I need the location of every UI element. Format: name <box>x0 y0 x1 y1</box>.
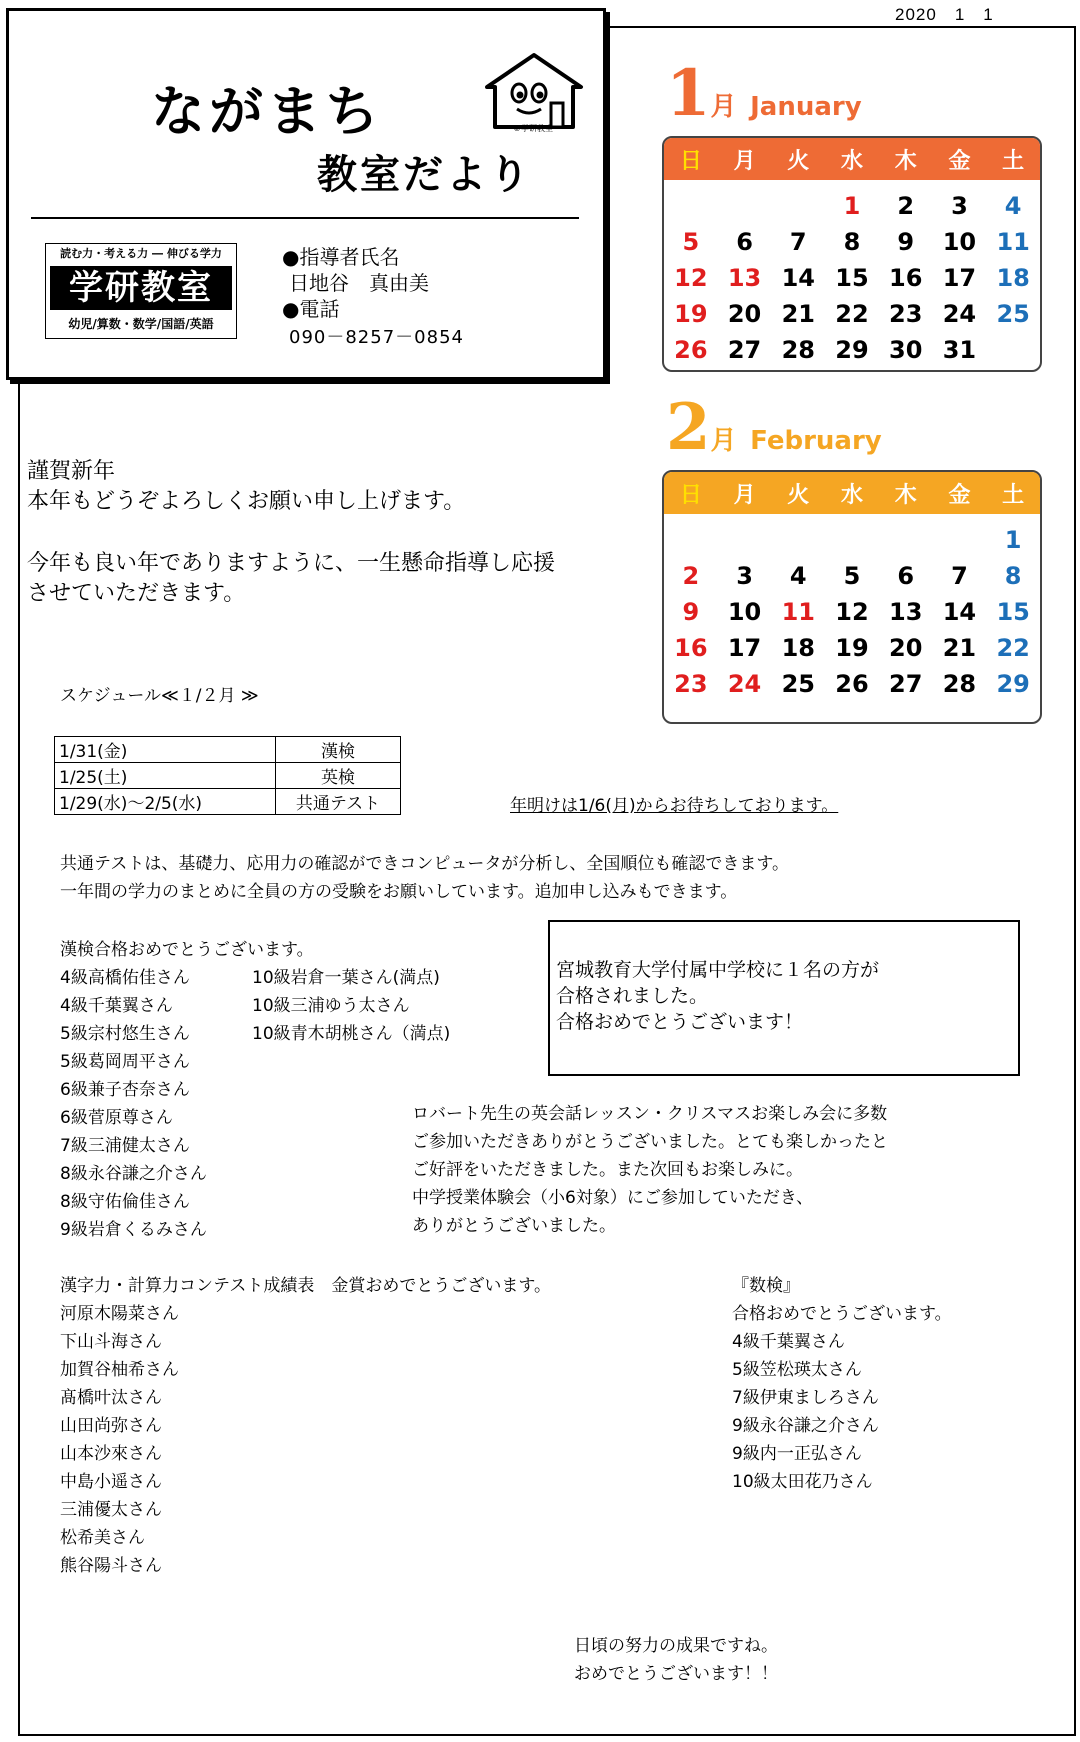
calendar-day: 17 <box>727 634 762 662</box>
calendar-day: 16 <box>889 264 923 292</box>
weekday-3: 水 <box>841 482 864 508</box>
february-number: 2 <box>666 390 711 465</box>
calendar-day: 1 <box>1004 526 1022 554</box>
list-item: 4級高橋佑佳さん <box>60 968 190 988</box>
january-weekday-header <box>664 138 1040 180</box>
calendar-day: 6 <box>897 562 915 590</box>
calendar-day: 26 <box>674 336 708 364</box>
calendar-day: 5 <box>843 562 861 590</box>
weekday-2: 火 <box>787 482 810 508</box>
schedule-table <box>54 736 401 815</box>
list-item: 8級永谷謙之介さん <box>60 1164 207 1184</box>
weekday-6: 土 <box>1002 482 1025 508</box>
weekday-4: 木 <box>894 148 917 174</box>
calendar-day: 2 <box>897 192 915 220</box>
calendar-day: 25 <box>996 300 1030 328</box>
calendar-day: 26 <box>835 670 869 698</box>
calendar-day: 10 <box>727 598 762 626</box>
weekday-1: 月 <box>733 148 756 174</box>
calendar-day: 10 <box>942 228 977 256</box>
january-calendar <box>662 136 1042 372</box>
calendar-day: 4 <box>1004 192 1022 220</box>
house-mascot-icon <box>479 51 589 139</box>
calendar-day: 18 <box>781 634 815 662</box>
list-item: 髙橋叶汰さん <box>60 1388 162 1408</box>
list-item: 10級青木胡桃さん（満点) <box>252 1024 451 1044</box>
logo-main-text: 学研教室 <box>50 266 232 310</box>
calendar-day: 13 <box>727 264 762 292</box>
suken-title: 『数検』 <box>732 1276 800 1296</box>
calendar-day: 14 <box>942 598 977 626</box>
closing-line2: おめでとうございます！！ <box>574 1664 778 1684</box>
calendar-blank <box>664 188 718 224</box>
instructor-name: 日地谷 真由美 <box>289 271 429 295</box>
list-item: 5級宗村悠生さん <box>60 1024 190 1044</box>
schedule-event: 共通テスト <box>276 789 401 815</box>
list-item: 8級守佑倫佳さん <box>60 1192 190 1212</box>
calendar-day: 7 <box>789 228 807 256</box>
header-box <box>6 8 606 380</box>
calendar-day: 31 <box>942 336 977 364</box>
calendar-blank <box>771 188 825 224</box>
calendar-day: 18 <box>996 264 1030 292</box>
february-weekday-header <box>664 472 1040 514</box>
calendar-day: 7 <box>951 562 968 590</box>
list-item: 6級菅原尊さん <box>60 1108 173 1128</box>
contest-title: 漢字力・計算力コンテスト成績表 金賞おめでとうございます。 <box>60 1276 551 1296</box>
calendar-day: 4 <box>789 562 807 590</box>
calendar-day: 24 <box>727 670 762 698</box>
weekday-2: 火 <box>787 148 810 174</box>
weekday-5: 金 <box>948 482 971 508</box>
calendar-day: 29 <box>835 336 869 364</box>
list-item: 4級千葉翼さん <box>60 996 173 1016</box>
schedule-date: 1/25(土) <box>55 763 276 789</box>
calendar-day: 15 <box>996 598 1030 626</box>
january-days-grid <box>664 180 1040 368</box>
list-item: 6級兼子杏奈さん <box>60 1080 190 1100</box>
list-item: 10級三浦ゆう太さん <box>252 996 410 1016</box>
calendar-day: 11 <box>781 598 815 626</box>
calendar-day: 20 <box>889 634 923 662</box>
event-note-line4: 中学授業体験会（小6対象）にご参加していただき、 <box>412 1188 814 1208</box>
calendar-day: 27 <box>727 336 762 364</box>
calendar-day: 22 <box>996 634 1030 662</box>
greeting-line4: させていただきます。 <box>27 581 246 606</box>
greeting-line2: 本年もどうぞよろしくお願い申し上げます。 <box>27 489 466 514</box>
event-note-line1: ロバート先生の英会話レッスン・クリスマスお楽しみ会に多数 <box>412 1104 888 1124</box>
title-line1: ながまち <box>151 80 383 143</box>
calendar-day: 9 <box>682 598 700 626</box>
header-divider <box>31 217 579 219</box>
event-note-line5: ありがとうございました。 <box>412 1216 616 1236</box>
box-line3: 合格おめでとうございます！ <box>556 1011 804 1033</box>
calendar-day: 5 <box>682 228 700 256</box>
table-row <box>55 737 401 763</box>
calendar-blank <box>933 522 987 558</box>
calendar-blank <box>718 522 772 558</box>
calendar-blank <box>825 522 879 558</box>
greeting-line3: 今年も良い年でありますように、一生懸命指導し応援 <box>27 551 556 576</box>
list-item: 加賀谷柚希さん <box>60 1360 179 1380</box>
list-item: 山本沙來さん <box>60 1444 162 1464</box>
calendar-day: 14 <box>781 264 815 292</box>
common-test-line1: 共通テストは、基礎力、応用力の確認ができコンピュータが分析し、全国順位も確認できます。 <box>60 854 789 874</box>
calendar-blank <box>771 522 825 558</box>
calendar-day: 19 <box>835 634 869 662</box>
january-number: 1 <box>666 56 711 131</box>
kanken-list-2 <box>252 964 450 1048</box>
calendar-day: 13 <box>889 598 923 626</box>
house-copyright: ©学研教室 <box>513 124 553 133</box>
table-row <box>55 763 401 789</box>
february-english: February <box>750 426 882 456</box>
list-item: 下山斗海さん <box>60 1332 162 1352</box>
list-item: 10級岩倉一葉さん(満点) <box>252 968 440 988</box>
list-item: 9級内一正弘さん <box>732 1444 862 1464</box>
calendar-day: 22 <box>835 300 869 328</box>
box-line2: 合格されました。 <box>556 985 709 1007</box>
common-test-line2: 一年間の学力のまとめに全員の方の受験をお願いしています。追加申し込みもできます。 <box>60 882 738 902</box>
calendar-day: 29 <box>996 670 1030 698</box>
event-note-line3: ご好評をいただきました。また次回もお楽しみに。 <box>412 1160 803 1180</box>
weekday-5: 金 <box>948 148 971 174</box>
logo-subjects: 幼児/算数・数学/国語/英語 <box>68 317 214 331</box>
suken-subtitle: 合格おめでとうございます。 <box>732 1304 952 1324</box>
weekday-6: 土 <box>1002 148 1025 174</box>
weekday-0: 日 <box>679 148 702 174</box>
calendar-day: 28 <box>942 670 977 698</box>
instructor-label: ●指導者氏名 <box>282 245 400 269</box>
list-item: 7級伊東ましろさん <box>732 1388 879 1408</box>
box-line1: 宮城教育大学付属中学校に１名の方が <box>556 959 880 981</box>
schedule-notice: 年明けは1/6(月)からお待ちしております。 <box>510 796 839 816</box>
phone-label: ●電話 <box>282 297 340 321</box>
january-kanji: 月 <box>710 92 737 122</box>
weekday-1: 月 <box>733 482 756 508</box>
schedule-date: 1/29(水)～2/5(水) <box>55 789 276 815</box>
calendar-day: 16 <box>674 634 708 662</box>
gakken-logo <box>45 243 237 339</box>
kanken-list-1 <box>60 964 207 1244</box>
calendar-day: 21 <box>781 300 815 328</box>
calendar-day: 19 <box>674 300 708 328</box>
calendar-day: 28 <box>781 336 815 364</box>
calendar-day: 11 <box>996 228 1030 256</box>
calendar-day: 6 <box>736 228 753 256</box>
calendar-day: 2 <box>682 562 700 590</box>
list-item: 5級葛岡周平さん <box>60 1052 190 1072</box>
event-note-line2: ご参加いただきありがとうございました。とても楽しかったと <box>412 1132 888 1152</box>
calendar-day: 15 <box>835 264 869 292</box>
calendar-day: 23 <box>889 300 923 328</box>
calendar-day: 23 <box>674 670 708 698</box>
february-kanji: 月 <box>710 426 737 456</box>
february-title <box>666 390 882 470</box>
calendar-day: 25 <box>781 670 815 698</box>
calendar-day: 27 <box>889 670 923 698</box>
list-item: 三浦優太さん <box>60 1500 162 1520</box>
list-item: 河原木陽菜さん <box>60 1304 179 1324</box>
list-item: 10級太田花乃さん <box>732 1472 873 1492</box>
title-line2: 教室だより <box>317 152 532 198</box>
calendar-blank <box>879 522 933 558</box>
phone-number: 090－8257－0854 <box>289 327 464 348</box>
kanken-title: 漢検合格おめでとうございます。 <box>60 940 314 960</box>
suken-list <box>732 1328 879 1496</box>
weekday-3: 水 <box>841 148 864 174</box>
list-item: 9級永谷謙之介さん <box>732 1416 879 1436</box>
calendar-day: 12 <box>835 598 869 626</box>
calendar-day: 21 <box>942 634 977 662</box>
january-english: January <box>750 92 862 122</box>
calendar-blank <box>718 188 772 224</box>
logo-tagline: 読む力・考える力 ― 伸びる学力 <box>60 247 222 260</box>
list-item: 9級岩倉くるみさん <box>60 1220 207 1240</box>
list-item: 熊谷陽斗さん <box>60 1556 162 1576</box>
calendar-day: 30 <box>889 336 923 364</box>
calendar-day: 9 <box>897 228 915 256</box>
acceptance-box <box>548 920 1020 1076</box>
calendar-day: 17 <box>942 264 977 292</box>
list-item: 中島小遥さん <box>60 1472 162 1492</box>
calendar-day: 8 <box>1004 562 1022 590</box>
calendar-day: 1 <box>843 192 861 220</box>
list-item: 4級千葉翼さん <box>732 1332 845 1352</box>
contest-list <box>60 1300 179 1580</box>
list-item: 松希美さん <box>60 1528 145 1548</box>
february-calendar <box>662 470 1042 724</box>
calendar-day: 24 <box>942 300 977 328</box>
calendar-day: 8 <box>843 228 861 256</box>
weekday-4: 木 <box>894 482 917 508</box>
calendar-day: 3 <box>736 562 753 590</box>
schedule-date: 1/31(金) <box>55 737 276 763</box>
calendar-day: 12 <box>674 264 708 292</box>
calendar-day: 20 <box>727 300 762 328</box>
february-days-grid <box>664 514 1040 702</box>
list-item: 7級三浦健太さん <box>60 1136 190 1156</box>
january-title <box>666 56 862 136</box>
schedule-event: 英検 <box>276 763 401 789</box>
schedule-title: スケジュール≪１/２月 ≫ <box>60 686 259 706</box>
closing-line1: 日頃の努力の成果ですね。 <box>574 1636 778 1656</box>
table-row <box>55 789 401 815</box>
greeting-line1: 謹賀新年 <box>27 459 116 484</box>
list-item: 5級笠松瑛太さん <box>732 1360 862 1380</box>
issue-date: 2020 1 1 <box>895 5 994 24</box>
calendar-day: 3 <box>951 192 968 220</box>
weekday-0: 日 <box>679 482 702 508</box>
calendar-blank <box>664 522 718 558</box>
schedule-event: 漢検 <box>276 737 401 763</box>
list-item: 山田尚弥さん <box>60 1416 162 1436</box>
